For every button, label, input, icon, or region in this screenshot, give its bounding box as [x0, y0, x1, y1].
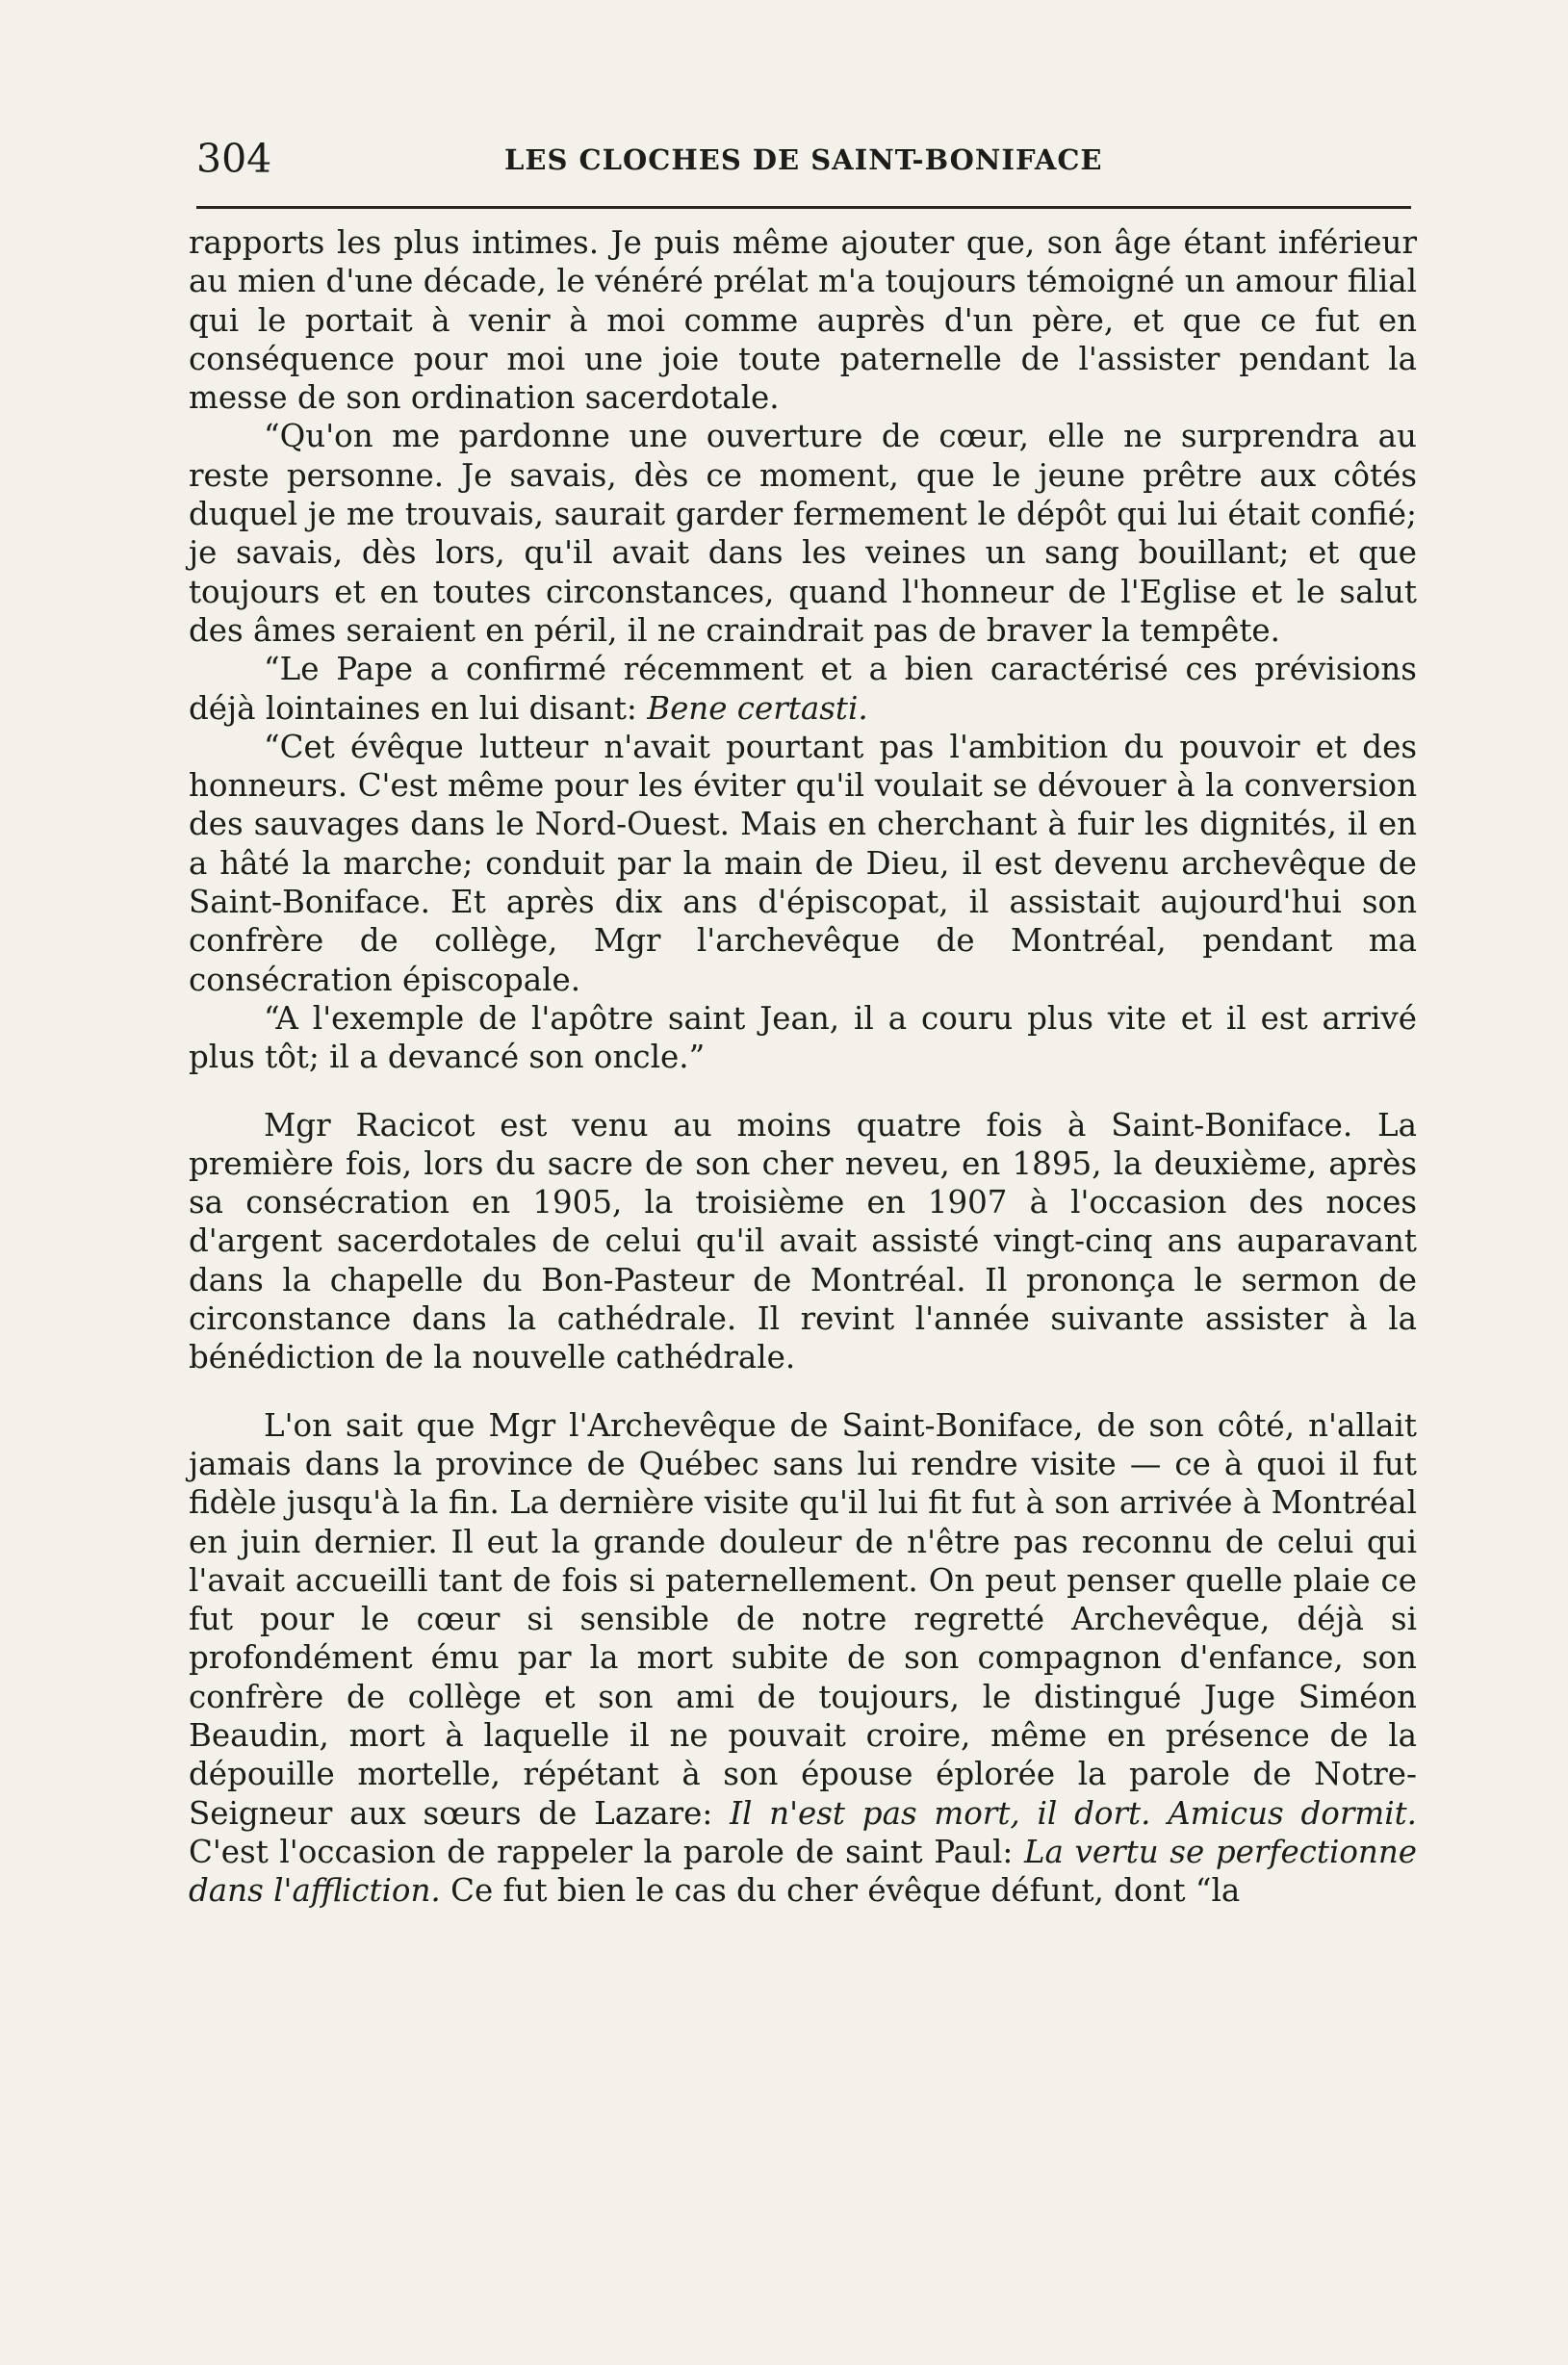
- paragraph-4-text: “Cet évêque lutteur n'avait pourtant pas l'ambition du pouvoir et des honneurs. C'est même pour les éviter qu'il voulait se dévouer à la conversion des sauvages dans le Nord-Ouest. Mais en cherchant à fuir les dignités, il en a hâté la marche; conduit par la main de Dieu, il est devenu archevêque de Saint-Boniface. Et après dix ans d'épiscopat, il assistait aujourd'hui son confrère de collège, Mgr l'archevêque de Montréal, pendant ma consécration épiscopale.: [189, 728, 1417, 998]
- paragraph-3-text: “Le Pape a confirmé récemment et a bien caractérisé ces prévisions déjà lointaines en lui disant:: [189, 651, 1417, 727]
- paragraph-1: [189, 223, 1417, 417]
- paragraph-7-text-a: L'on sait que Mgr l'Archevêque de Saint-Boniface, de son côté, n'allait jamais dans la province de Québec sans lui rendre visite — ce à quoi il fut fidèle jusqu'à la fin. La dernière visite qu'il lui fit fut à son arrivée à Montréal en juin dernier. Il eut la grande douleur de n'être pas reconnu de celui qui l'avait accueilli tant de fois si paternellement. On peut penser quelle plaie ce fut pour le cœur si sensible de notre regretté Archevêque, déjà si profondément ému par la mort subite de son compagnon d'enfance, son confrère de collège et son ami de toujours, le distingué Juge Siméon Beaudin, mort à laquelle il ne pouvait croire, même en présence de la dépouille mortelle, répétant à son épouse éplorée la parole de Notre-Seigneur aux sœurs de Lazare:: [189, 1406, 1417, 1832]
- paragraph-3: [189, 650, 1417, 728]
- paragraph-4: [189, 728, 1417, 999]
- paragraph-7-italic-quote-b: La vertu se perfectionne dans l'affliction.: [189, 1833, 1417, 1910]
- page-number: 304: [196, 136, 272, 182]
- header-rule: [196, 206, 1411, 209]
- paragraph-2-text: “Qu'on me pardonne une ouverture de cœur, elle ne surprendra au reste personne. Je savais, dès ce moment, que le jeune prêtre aux côtés duquel je me trouvais, saurait garder fermement le dépôt qui lui était confié; je savais, dès lors, qu'il avait dans les veines un sang bouillant; et que toujours et en toutes circonstances, quand l'honneur de l'Eglise et le salut des âmes seraient en péril, il ne craindrait pas de braver la tempête.: [189, 418, 1417, 649]
- paragraph-7-italic-quote-a: Il n'est pas mort, il dort. Amicus dormit.: [730, 1794, 1417, 1832]
- paragraph-6-text: Mgr Racicot est venu au moins quatre fois à Saint-Boniface. La première fois, lors du sacre de son cher neveu, en 1895, la deuxième, après sa consécration en 1905, la troisième en 1907 à l'occasion des noces d'argent sacerdotales de celui qu'il avait assisté vingt-cinq ans auparavant dans la chapelle du Bon-Pasteur de Montréal. Il prononça le sermon de circonstance dans la cathédrale. Il revint l'année suivante assister à la bénédiction de la nouvelle cathédrale.: [189, 1106, 1417, 1376]
- paragraph-7: [189, 1406, 1417, 1911]
- paragraph-5-text: “A l'exemple de l'apôtre saint Jean, il a couru plus vite et il est arrivé plus tôt; il a devancé son oncle.”: [189, 999, 1417, 1076]
- paragraph-3-italic-quote: Bene certasti.: [647, 689, 868, 727]
- page-header: [196, 133, 1409, 185]
- paragraph-7-text-b: C'est l'occasion de rappeler la parole de saint Paul:: [189, 1833, 1024, 1870]
- body-text: [189, 223, 1417, 1910]
- paragraph-2: [189, 417, 1417, 650]
- paragraph-6: [189, 1106, 1417, 1377]
- paragraph-1-text: rapports les plus intimes. Je puis même ajouter que, son âge étant inférieur au mien d'une décade, le vénéré prélat m'a toujours témoigné un amour filial qui le portait à venir à moi comme auprès d'un père, et que ce fut en conséquence pour moi une joie toute paternelle de l'assister pendant la messe de son ordination sacerdotale.: [189, 224, 1417, 417]
- paragraph-7-text-c: Ce fut bien le cas du cher évêque défunt, dont “la: [440, 1872, 1241, 1910]
- paragraph-5: [189, 999, 1417, 1077]
- running-title: LES CLOCHES DE SAINT-BONIFACE: [504, 143, 1103, 176]
